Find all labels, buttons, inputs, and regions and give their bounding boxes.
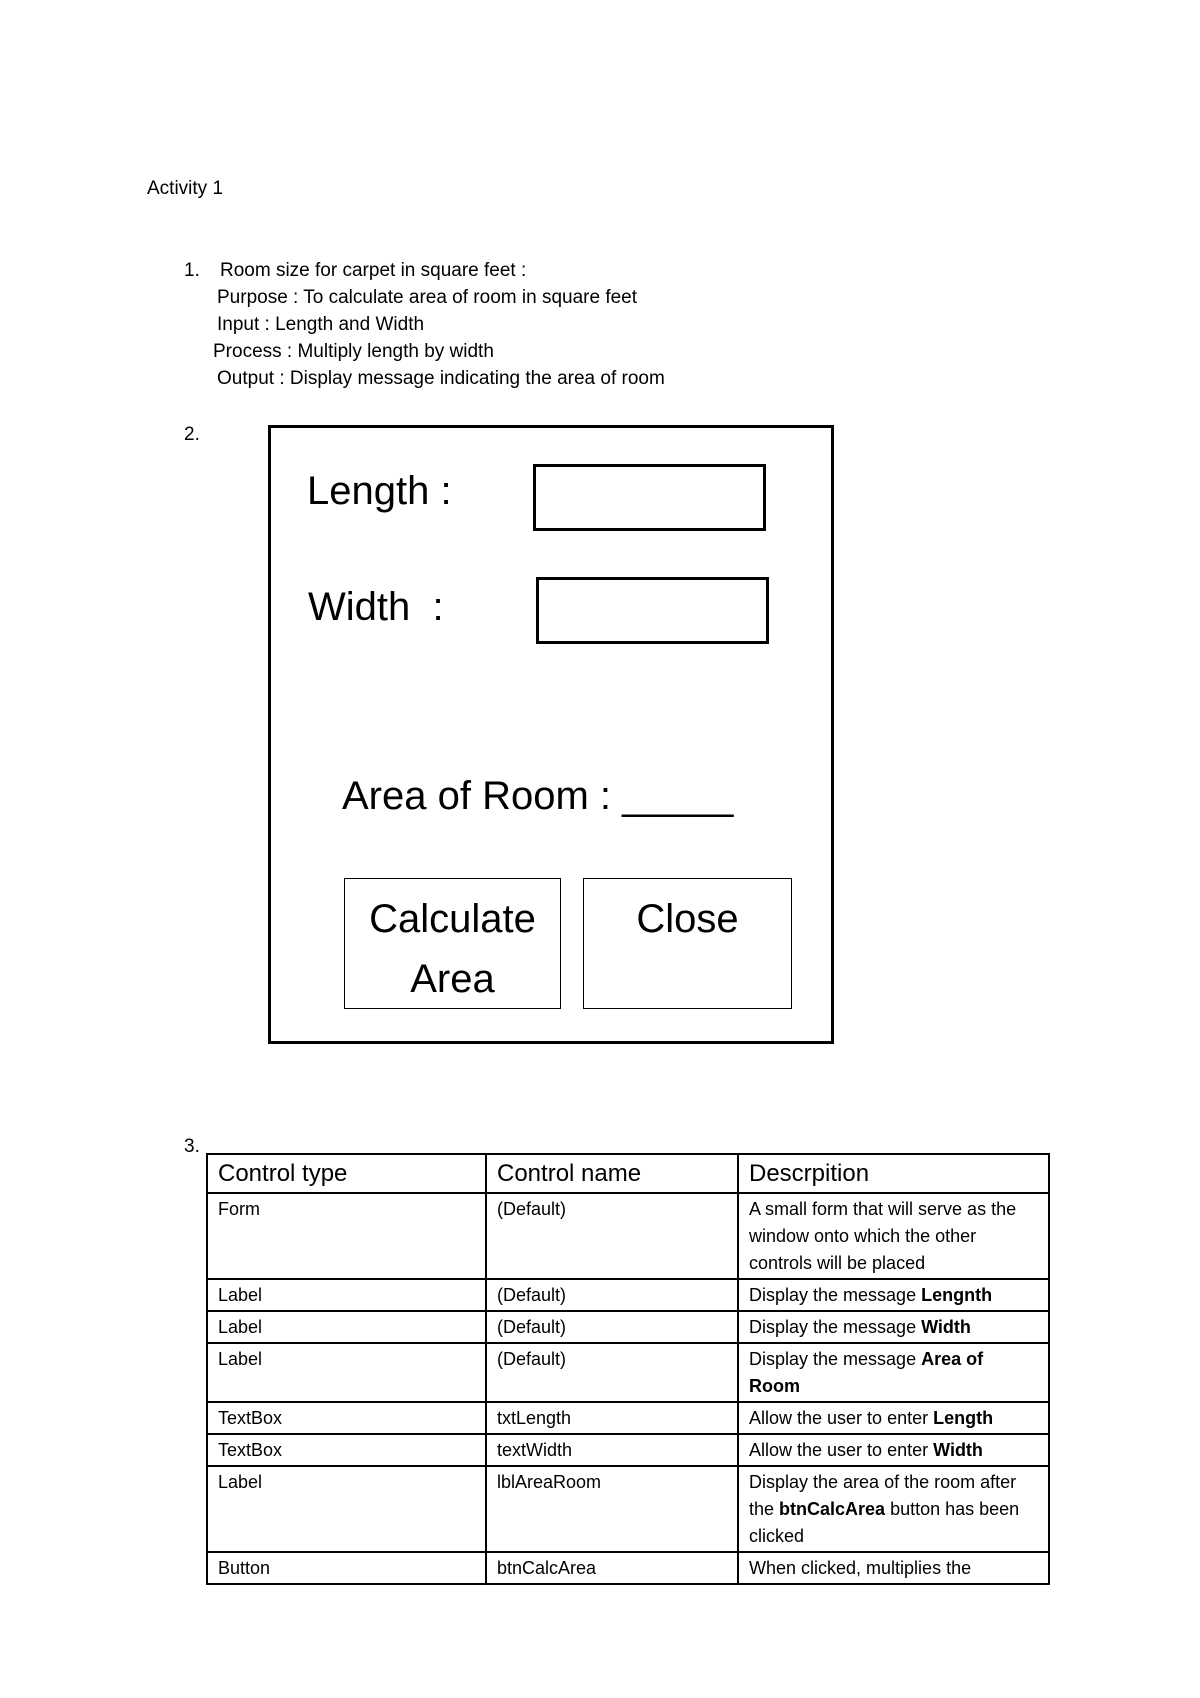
calculate-area-button-line1: Calculate [369, 897, 536, 941]
description-bold-text: Length [933, 1408, 994, 1428]
width-textbox[interactable] [536, 577, 769, 644]
header-control-type: Control type [207, 1154, 486, 1193]
cell-description [738, 1343, 1049, 1402]
close-button[interactable] [583, 878, 792, 1009]
table-row [207, 1466, 1049, 1552]
controls-table [206, 1153, 1050, 1585]
description-text: Allow the user to enter [749, 1408, 934, 1428]
cell-description [738, 1552, 1049, 1584]
cell-control-name: (Default) [486, 1279, 738, 1311]
description-bold-text: Area of Room [749, 1349, 984, 1396]
table-row [207, 1193, 1049, 1279]
cell-control-name: (Default) [486, 1343, 738, 1402]
item-1-number: 1. [184, 260, 200, 281]
table-row [207, 1434, 1049, 1466]
header-description: Descrpition [738, 1154, 1049, 1193]
cell-control-type: Button [207, 1552, 486, 1584]
cell-control-name: textWidth [486, 1434, 738, 1466]
cell-description [738, 1279, 1049, 1311]
item-3-number: 3. [184, 1136, 200, 1157]
cell-control-name: (Default) [486, 1193, 738, 1279]
description-text: Allow the user to enter [749, 1440, 934, 1460]
cell-description [738, 1466, 1049, 1552]
close-button-label: Close [636, 897, 739, 941]
description-bold-text: Lengnth [921, 1285, 993, 1305]
table-row [207, 1402, 1049, 1434]
description-text: When clicked, multiplies the [749, 1558, 972, 1578]
table-row [207, 1343, 1049, 1402]
description-text: Display the message [749, 1317, 922, 1337]
item-1-output: Output : Display message indicating the area of room [217, 368, 665, 389]
description-text: Display the area of the room after the [749, 1472, 1017, 1519]
length-textbox[interactable] [533, 464, 766, 531]
table-row [207, 1552, 1049, 1584]
width-label: Width : [308, 585, 444, 629]
cell-control-type: TextBox [207, 1434, 486, 1466]
form-mockup [268, 425, 834, 1044]
table-header-row [207, 1154, 1049, 1193]
item-1-input: Input : Length and Width [217, 314, 425, 335]
cell-description [738, 1193, 1049, 1279]
description-tail-text: button has been clicked [749, 1499, 1020, 1546]
item-1-process: Process : Multiply length by width [213, 341, 494, 362]
description-bold-text: Width [921, 1317, 971, 1337]
cell-control-type: Label [207, 1311, 486, 1343]
cell-control-name: (Default) [486, 1311, 738, 1343]
cell-control-type: Label [207, 1279, 486, 1311]
description-bold-text: Width [933, 1440, 983, 1460]
description-text: Display the message [749, 1285, 922, 1305]
calculate-area-button[interactable] [344, 878, 561, 1009]
table-row [207, 1279, 1049, 1311]
cell-control-name: btnCalcArea [486, 1552, 738, 1584]
cell-control-name: txtLength [486, 1402, 738, 1434]
description-bold-text: btnCalcArea [779, 1499, 886, 1519]
activity-heading: Activity 1 [147, 178, 224, 199]
description-text: A small form that will serve as the window onto which the other controls will be placed [749, 1199, 1017, 1273]
cell-description [738, 1311, 1049, 1343]
area-of-room-label: Area of Room : _____ [342, 774, 734, 818]
item-2-number: 2. [184, 424, 200, 445]
cell-control-type: Form [207, 1193, 486, 1279]
cell-description [738, 1434, 1049, 1466]
calculate-area-button-line2: Area [410, 957, 495, 1001]
cell-control-type: Label [207, 1466, 486, 1552]
cell-control-name: lblAreaRoom [486, 1466, 738, 1552]
cell-description [738, 1402, 1049, 1434]
header-control-name: Control name [486, 1154, 738, 1193]
cell-control-type: TextBox [207, 1402, 486, 1434]
description-text: Display the message [749, 1349, 922, 1369]
table-row [207, 1311, 1049, 1343]
item-1-purpose: Purpose : To calculate area of room in square feet [217, 287, 638, 308]
item-1-title: Room size for carpet in square feet : [220, 260, 527, 281]
length-label: Length : [307, 469, 452, 513]
cell-control-type: Label [207, 1343, 486, 1402]
